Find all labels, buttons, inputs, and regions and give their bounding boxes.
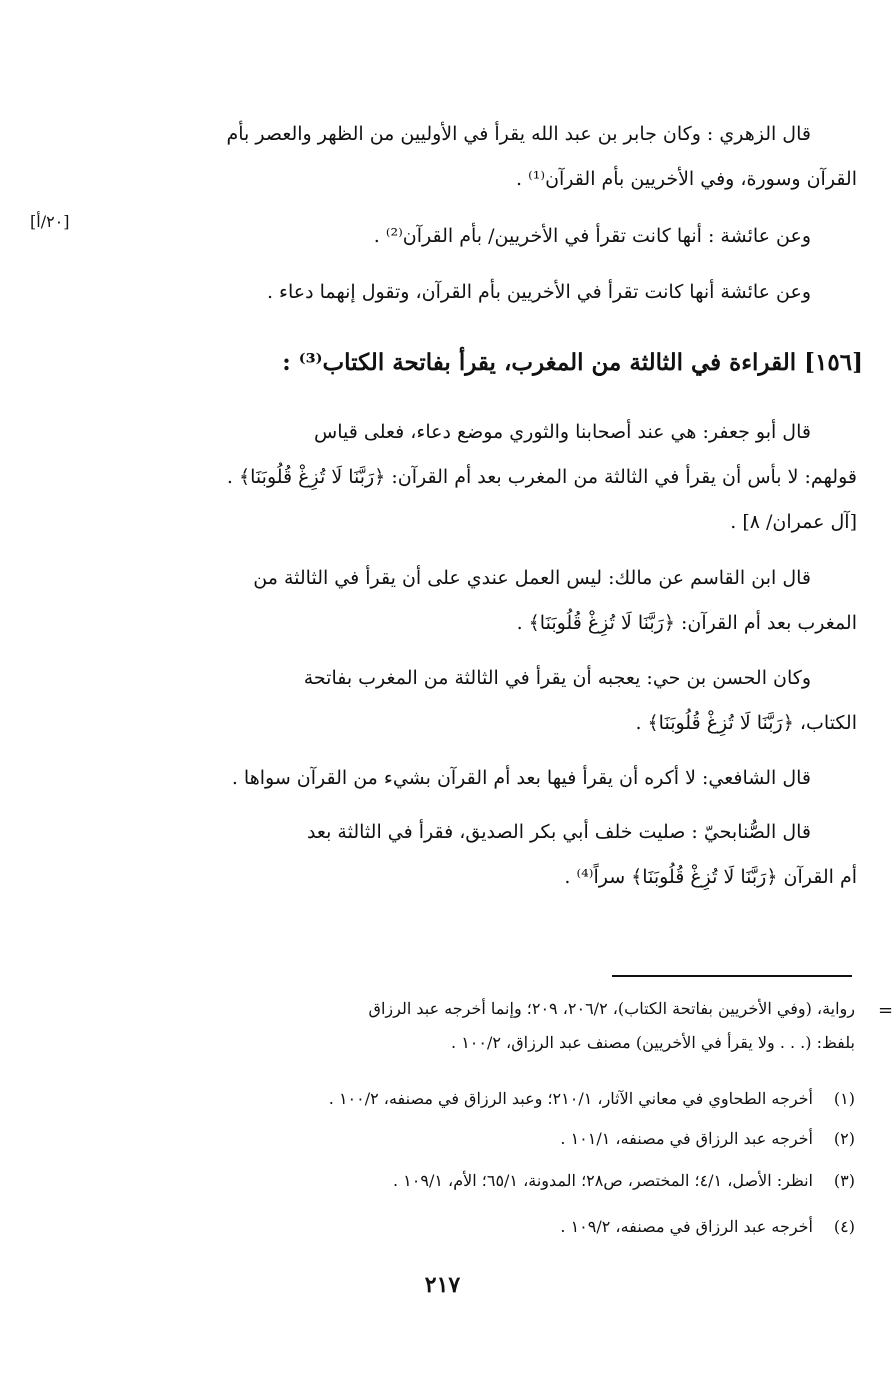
footnote-line: بلفظ: (. . . ولا يقرأ في الأخريين) مصنف عبد الرزاق، ١٠٠/٢ . [451,1033,855,1052]
page-number: ٢١٧ [424,1272,461,1298]
footnote-line: رواية، (وفي الأخريين بفاتحة الكتاب)، ٢٠٦/٢، ٢٠٩؛ وإنما أخرجه عبد الرزاق [368,999,855,1018]
paragraph-ibn-qasim [127,556,857,646]
manuscript-folio-reference: [٢٠/أ] [30,212,70,231]
text-line: وكان الحسن بن حي: يعجبه أن يقرأ في الثالثة من المغرب بفاتحة [303,667,811,689]
paragraph-sunabihi [127,810,857,900]
footnote-text: انظر: الأصل، ٤/١؛ المختصر، ص٢٨؛ المدونة، ٦٥/١؛ الأم، ١٠٩/١ . [393,1171,813,1190]
footnote-text: أخرجه الطحاوي في معاني الآثار، ٢١٠/١؛ وعبد الرزاق في مصنفه، ١٠٠/٢ . [328,1089,813,1108]
text-line: المغرب بعد أم القرآن: ﴿رَبَّنَا لَا تُزِغْ قُلُوبَنَا﴾ . [516,612,857,634]
text-line: أم القرآن ﴿رَبَّنَا لَا تُزِغْ قُلُوبَنَا﴾ سراً⁽⁴⁾ . [564,866,857,888]
footnote-number: (١) [833,1089,855,1108]
paragraph-hasan-ibn-hayy [127,656,857,746]
text-line: قولهم: لا بأس أن يقرأ في الثالثة من المغرب بعد أم القرآن: ﴿رَبَّنَا لَا تُزِغْ قُلُوبَنَا﴾ . [226,466,857,488]
footnote-number: (٣) [833,1171,855,1190]
paragraph-zuhri [127,112,857,202]
section-heading: [١٥٦] القراءة في الثالثة من المغرب، يقرأ بفاتحة الكتاب⁽³⁾ : [282,349,863,376]
paragraph-abu-jafar [127,410,857,545]
text-line: قال الزهري : وكان جابر بن عبد الله يقرأ في الأوليين من الظهر والعصر بأم [226,123,811,145]
text-line: قال ابن القاسم عن مالك: ليس العمل عندي على أن يقرأ في الثالثة من [253,567,811,589]
footnote-4 [95,1210,855,1244]
text-line: وعن عائشة : أنها كانت تقرأ في الأخريين/ بأم القرآن⁽²⁾ . [373,225,811,247]
text-line: قال أبو جعفر: هي عند أصحابنا والثوري موضع دعاء، فعلى قياس [314,421,811,443]
footnote-3 [95,1164,855,1198]
paragraph-shafii [127,756,857,801]
footnote-1 [95,1082,855,1116]
text-line: القرآن وسورة، وفي الأخريين بأم القرآن⁽¹⁾ . [516,168,857,190]
footnote-text: أخرجه عبد الرزاق في مصنفه، ١٠١/١ . [560,1129,813,1148]
text-line: قال الصُّنابحيّ : صليت خلف أبي بكر الصديق، فقرأ في الثالثة بعد [306,821,811,843]
footnote-number: (٤) [833,1217,855,1236]
text-line: [آل عمران/ ٨] . [730,511,857,533]
paragraph-aisha-2 [127,270,857,315]
text-line: وعن عائشة أنها كانت تقرأ في الأخريين بأم القرآن، وتقول إنهما دعاء . [266,281,811,303]
footnote-number: (٢) [833,1129,855,1148]
footnote-2 [95,1122,855,1156]
text-line: الكتاب، ﴿رَبَّنَا لَا تُزِغْ قُلُوبَنَا﴾ . [635,712,857,734]
footnote-continuation-marker: = [878,1000,893,1021]
footnote-continuation [95,992,855,1060]
footnote-separator [612,975,852,977]
footnote-text: أخرجه عبد الرزاق في مصنفه، ١٠٩/٢ . [560,1217,813,1236]
text-line: قال الشافعي: لا أكره أن يقرأ فيها بعد أم القرآن بشيء من القرآن سواها . [231,767,811,789]
paragraph-aisha-1 [127,214,857,259]
